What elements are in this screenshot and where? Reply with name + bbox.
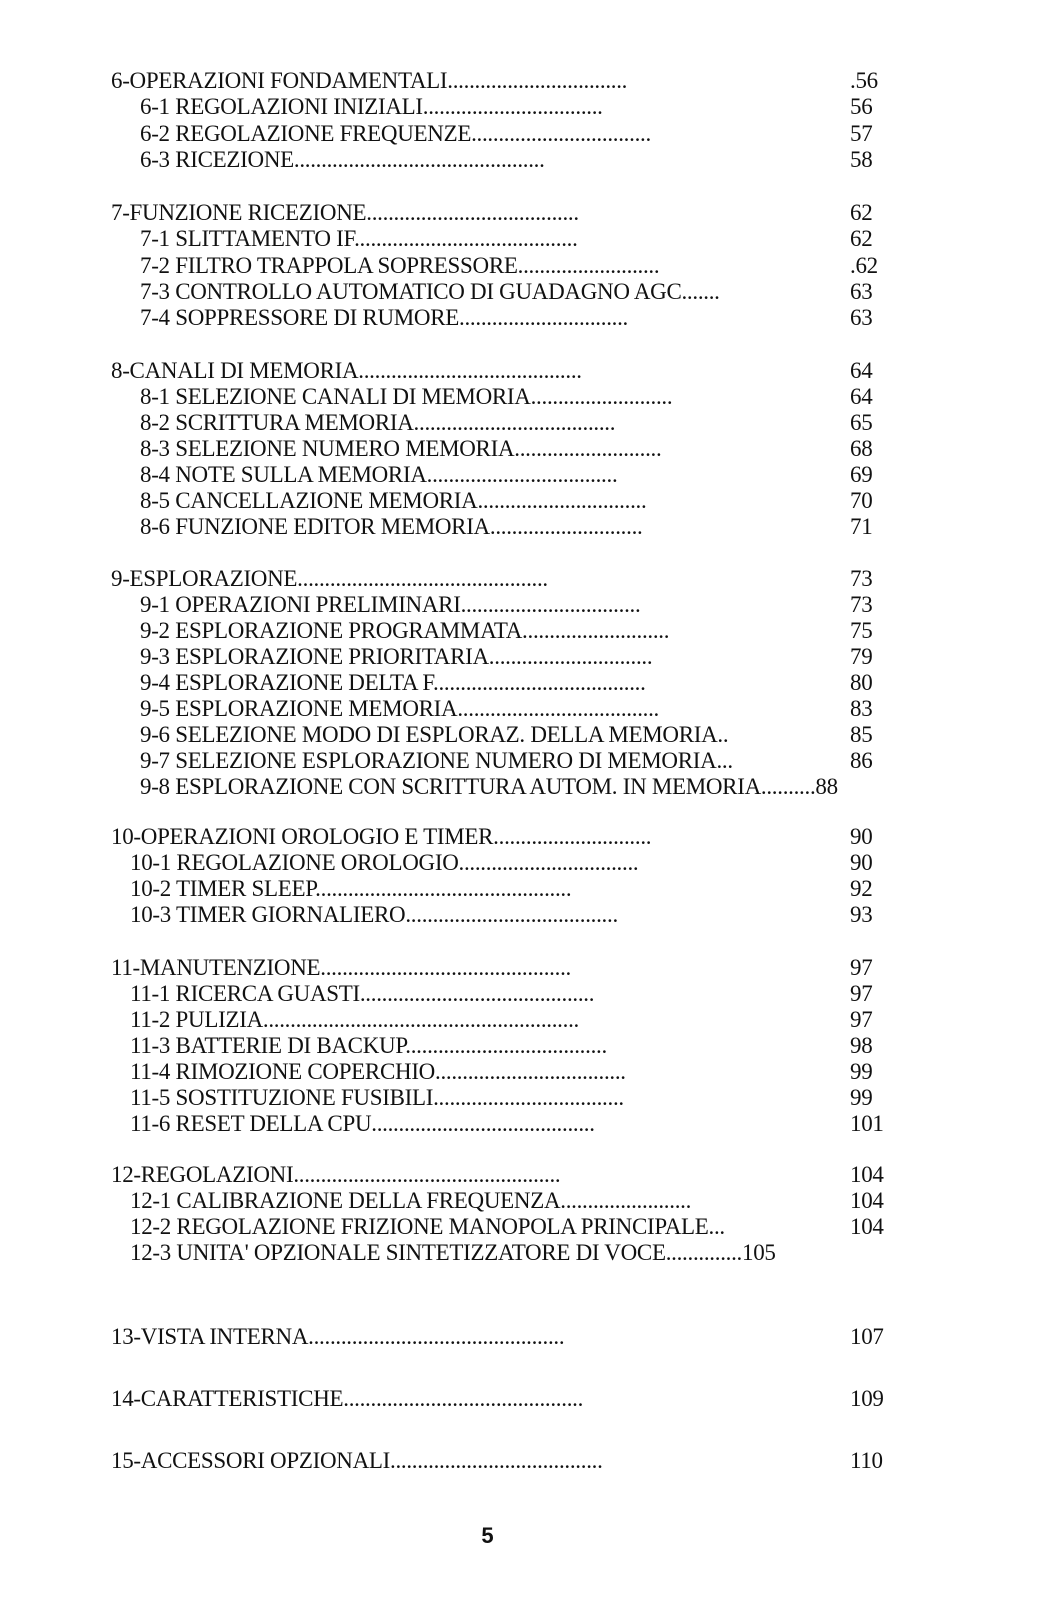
toc-entry	[111, 1322, 1000, 1352]
toc-entry-page: 63	[850, 279, 873, 304]
toc-entry-title: 9-2 ESPLORAZIONE PROGRAMMATA...........................	[140, 618, 670, 643]
toc-entry	[140, 303, 1000, 333]
toc-entry-page: 73	[850, 592, 873, 617]
toc-entry-page: 97	[850, 955, 873, 980]
toc-entry-page: 57	[850, 121, 873, 146]
toc-entry-page: 65	[850, 410, 873, 435]
toc-entry-page: 99	[850, 1085, 873, 1110]
toc-entry-title: 10-1 REGOLAZIONE OROLOGIO.................................	[130, 850, 639, 875]
toc-entry-title: 9-8 ESPLORAZIONE CON SCRITTURA AUTOM. IN MEMORIA..........88	[140, 774, 838, 799]
toc-entry-page: 68	[850, 436, 873, 461]
toc-entry-page: 104	[850, 1188, 884, 1213]
toc-entry-title: 9-3 ESPLORAZIONE PRIORITARIA..............................	[140, 644, 653, 669]
toc-entry-page: 99	[850, 1059, 873, 1084]
toc-entry-title: 12-REGOLAZIONI.................................................	[111, 1162, 561, 1187]
toc-entry-title: 11-2 PULIZIA..........................................................	[130, 1007, 579, 1032]
toc-entry-page: 63	[850, 305, 873, 330]
toc-entry-title: 11-3 BATTERIE DI BACKUP.....................................	[130, 1033, 607, 1058]
toc-entry-page: 110	[850, 1448, 883, 1473]
toc-entry-page: 92	[850, 876, 873, 901]
toc-entry-page: 58	[850, 147, 873, 172]
toc-entry-page: 64	[850, 384, 873, 409]
toc-entry-title: 11-1 RICERCA GUASTI...........................................	[130, 981, 595, 1006]
toc-entry-title: 9-5 ESPLORAZIONE MEMORIA.....................................	[140, 696, 660, 721]
toc-entry-page: 101	[850, 1111, 884, 1136]
toc-entry-title: 9-7 SELEZIONE ESPLORAZIONE NUMERO DI MEMORIA...	[140, 748, 733, 773]
toc-entry-title: 8-CANALI DI MEMORIA.........................................	[111, 358, 582, 383]
toc-entry-title: 11-5 SOSTITUZIONE FUSIBILI...................................	[130, 1085, 624, 1110]
toc-entry-title: 7-3 CONTROLLO AUTOMATICO DI GUADAGNO AGC.......	[140, 279, 720, 304]
toc-entry	[140, 145, 1000, 175]
toc-entry-page: 79	[850, 644, 873, 669]
page-number: 5	[481, 1523, 494, 1548]
toc-entry-title: 7-FUNZIONE RICEZIONE.......................................	[111, 200, 579, 225]
toc-entry-page: 104	[850, 1214, 884, 1239]
toc-entry-page: 73	[850, 566, 873, 591]
toc-entry-page: 62	[850, 226, 873, 251]
toc-entry-page: 75	[850, 618, 873, 643]
toc-entry	[111, 1446, 1000, 1476]
toc-entry-title: 9-ESPLORAZIONE..............................................	[111, 566, 548, 591]
toc-entry-page: 97	[850, 981, 873, 1006]
toc-entry-title: 6-3 RICEZIONE..............................................	[140, 147, 545, 172]
toc-entry-title: 8-2 SCRITTURA MEMORIA.....................................	[140, 410, 616, 435]
toc-entry-title: 13-VISTA INTERNA...............................................	[111, 1324, 565, 1349]
toc-entry-title: 12-1 CALIBRAZIONE DELLA FREQUENZA........................	[130, 1188, 692, 1213]
toc-entry-title: 12-3 UNITA' OPZIONALE SINTETIZZATORE DI VOCE..............105	[130, 1240, 776, 1265]
toc-entry	[111, 1384, 1000, 1414]
toc-entry-page: 97	[850, 1007, 873, 1032]
toc-entry-title: 9-6 SELEZIONE MODO DI ESPLORAZ. DELLA MEMORIA..	[140, 722, 729, 747]
toc-entry-page: 93	[850, 902, 873, 927]
toc-entry-page: .62	[850, 253, 878, 278]
toc-entry-page: 107	[850, 1324, 884, 1349]
toc-entry-title: 14-CARATTERISTICHE............................................	[111, 1386, 584, 1411]
toc-entry-title: 8-6 FUNZIONE EDITOR MEMORIA............................	[140, 514, 643, 539]
toc-entry-title: 8-1 SELEZIONE CANALI DI MEMORIA..........................	[140, 384, 673, 409]
toc-entry-page: 104	[850, 1162, 884, 1187]
toc-entry	[130, 900, 1000, 930]
toc-entry-title: 10-2 TIMER SLEEP...............................................	[130, 876, 572, 901]
toc-entry-title: 8-5 CANCELLAZIONE MEMORIA...............................	[140, 488, 647, 513]
toc-entry-page: 80	[850, 670, 873, 695]
toc-entry	[130, 1238, 1000, 1268]
toc-entry-title: 9-4 ESPLORAZIONE DELTA F.......................................	[140, 670, 646, 695]
toc-entry	[140, 224, 1000, 254]
toc-entry-page: 85	[850, 722, 873, 747]
toc-entry-title: 11-4 RIMOZIONE COPERCHIO...................................	[130, 1059, 626, 1084]
toc-entry-page: .56	[850, 68, 878, 93]
toc-entry-title: 6-2 REGOLAZIONE FREQUENZE.................................	[140, 121, 651, 146]
toc-entry-title: 7-1 SLITTAMENTO IF.........................................	[140, 226, 578, 251]
toc-entry-title: 8-4 NOTE SULLA MEMORIA...................................	[140, 462, 618, 487]
toc-entry-page: 71	[850, 514, 873, 539]
toc-entry-page: 98	[850, 1033, 873, 1058]
toc-entry-title: 12-2 REGOLAZIONE FRIZIONE MANOPOLA PRINCIPALE...	[130, 1214, 725, 1239]
toc-entry-title: 11-MANUTENZIONE..............................................	[111, 955, 571, 980]
toc-entry-page: 83	[850, 696, 873, 721]
toc-entry-page: 62	[850, 200, 873, 225]
toc-entry-page: 70	[850, 488, 873, 513]
toc-entry-page: 56	[850, 94, 873, 119]
toc-entry-title: 6-1 REGOLAZIONI INIZIALI.................................	[140, 94, 603, 119]
toc-entry	[130, 1109, 1000, 1139]
toc-entry-page: 69	[850, 462, 873, 487]
toc-entry-title: 6-OPERAZIONI FONDAMENTALI.................................	[111, 68, 628, 93]
toc-entry-title: 10-OPERAZIONI OROLOGIO E TIMER.............................	[111, 824, 652, 849]
toc-entry-page: 90	[850, 824, 873, 849]
toc-entry	[140, 772, 1000, 802]
toc-entry-page: 64	[850, 358, 873, 383]
toc-entry-title: 10-3 TIMER GIORNALIERO.......................................	[130, 902, 618, 927]
toc-entry	[140, 92, 1000, 122]
toc-entry-title: 15-ACCESSORI OPZIONALI.......................................	[111, 1448, 603, 1473]
toc-entry	[140, 512, 1000, 542]
toc-entry-title: 7-2 FILTRO TRAPPOLA SOPRESSORE..........................	[140, 253, 660, 278]
toc-entry-title: 11-6 RESET DELLA CPU.........................................	[130, 1111, 595, 1136]
toc-entry-page: 86	[850, 748, 873, 773]
toc-entry-title: 8-3 SELEZIONE NUMERO MEMORIA...........................	[140, 436, 662, 461]
toc-entry-title: 9-1 OPERAZIONI PRELIMINARI.................................	[140, 592, 641, 617]
toc-entry-page: 90	[850, 850, 873, 875]
toc-entry-page: 109	[850, 1386, 884, 1411]
toc-entry-title: 7-4 SOPPRESSORE DI RUMORE...............................	[140, 305, 628, 330]
